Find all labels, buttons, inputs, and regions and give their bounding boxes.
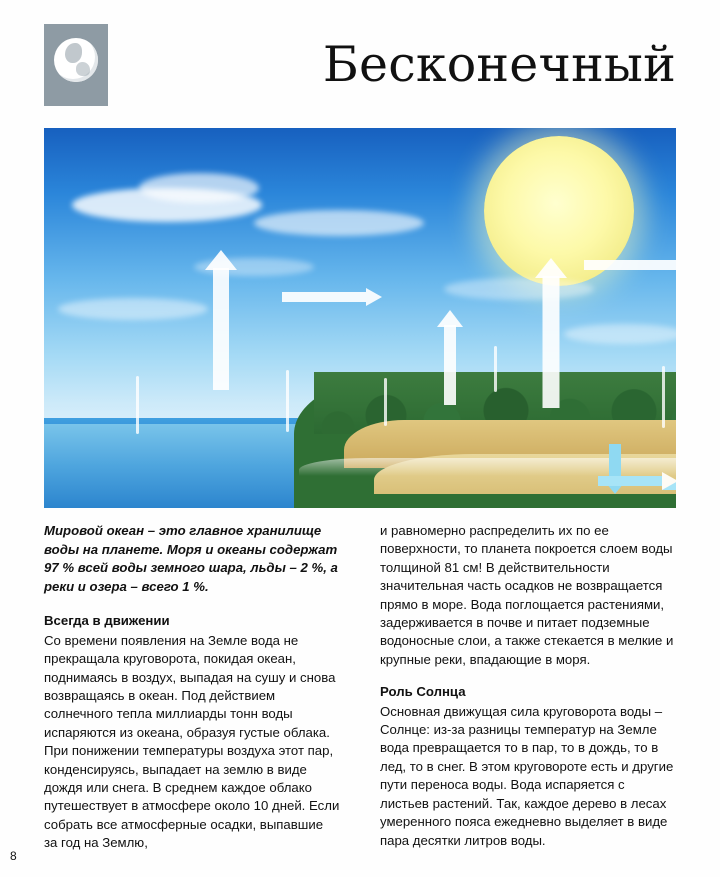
lead-paragraph: Мировой океан – это главное хранилище воды на планете. Моря и океаны содержат 97 % всей воды земного шара, льды – 2 %, а реки и озера – всего 1 %. (44, 523, 338, 594)
section-heading-sun: Роль Солнца (380, 684, 466, 700)
globe-badge (44, 24, 108, 106)
page-number: 8 (10, 849, 17, 863)
section-heading-movement: Всегда в движении (44, 613, 170, 629)
cloud-icon (564, 324, 676, 344)
arrow-right-icon (282, 288, 382, 306)
rain-icon (136, 376, 139, 434)
page-title: Бесконечный (322, 36, 676, 93)
arrow-up-icon (436, 310, 464, 405)
page-header (44, 24, 676, 106)
rain-icon (384, 378, 387, 426)
right-body-paragraph-top: и равномерно распределить их по ее поверхности, то планета покроется слоем воды толщиной 81 см! В действительности значительная часть осадков не возвращается прямо в море. Вода поглощается растениями, задерживается в почве и питает подземные водоносные слои, а также стекается в мелкие и крупные реки, впадающие в моря. (380, 523, 674, 667)
rain-icon (494, 346, 497, 392)
right-column (380, 522, 676, 864)
rain-icon (286, 370, 289, 432)
arrow-up-icon (534, 258, 568, 408)
arrow-right-icon (598, 472, 676, 490)
left-column (44, 522, 340, 867)
article-body (44, 522, 676, 851)
cloud-icon (58, 298, 208, 320)
arrow-up-icon (204, 250, 238, 390)
left-body-paragraph: Со времени появления на Земле вода не прекращала круговорота, покидая океан, поднимаясь в воздух, выпадая на сушу и снова возвращаясь в океан. Под действием солнечного тепла миллиарды тонн воды испаряются из океана, образуя густые облака. При понижении температуры воздуха этот пар, конденсируясь, выпадает на землю в виде дождя или снега. В среднем каждое облако путешествует в атмосфере около 10 дней. Если собрать все атмосферные осадки, выпавшие за год на Землю, (44, 632, 340, 851)
right-body-paragraph-bottom: Основная движущая сила круговорота воды – Солнце: из-за разницы температур на Земле вода превращается то в пар, то в дождь, то в лед, то в снег. В этом круговороте есть и другие пути переноса воды. Вода испаряется с листьев растений. Так, каждое дерево в лесах умеренного пояса ежедневно выделяет в виде пара десятки литров воды. (380, 703, 674, 848)
rain-icon (662, 366, 665, 428)
water-cycle-illustration (44, 128, 676, 508)
cloud-icon (254, 210, 424, 236)
arrow-right-icon (584, 256, 676, 274)
globe-icon (54, 38, 98, 82)
cloud-icon (139, 173, 259, 203)
cloud-icon (444, 278, 594, 300)
